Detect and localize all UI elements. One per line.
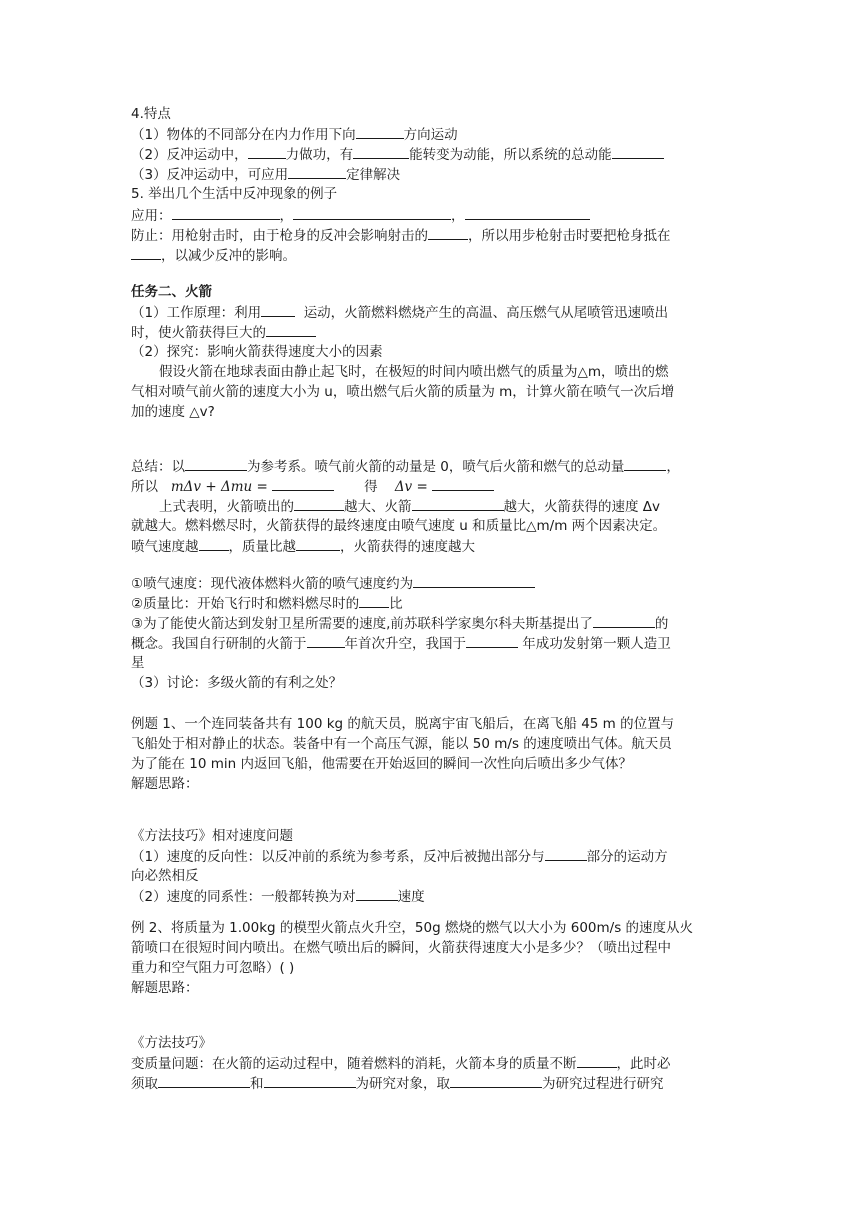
blank[interactable] [428,225,468,240]
point-multistage-1: ③为了能使火箭达到发射卫星所需要的速度,前苏联科学家奥尔科夫斯基提出了 的 [131,613,668,634]
blank[interactable] [131,245,161,260]
discussion-line: （3）讨论：多级火箭的有利之处？ [131,675,343,691]
section-4-heading: 4.特点 [131,106,171,122]
tips-1-line-1: （1）速度的反向性：以反冲前的系统为参考系，反冲后被抛出部分与 部分的运动方 [131,846,668,867]
blank[interactable] [465,205,590,220]
blank[interactable] [185,456,247,471]
blank[interactable] [158,1073,250,1088]
blank[interactable] [266,322,316,337]
blank[interactable] [294,496,344,511]
blank[interactable] [356,124,404,139]
prevention-line-1: 防止：用枪射击时，由于枪身的反冲会影响射击的 ，所以用步枪射击时要把枪身抵在 [131,225,671,246]
blank[interactable] [356,886,398,901]
summary-line-4: 就越大。燃料燃尽时，火箭获得的最终速度由喷气速度 u 和质量比△m/m 两个因素决定。 [131,518,667,534]
summary-line-3: 上式表明，火箭喷出的 越大、火箭 越大，火箭获得的速度 Δv [159,496,660,517]
section-5-heading: 5. 举出几个生活中反冲现象的例子 [131,186,338,202]
point-mass-ratio: ②质量比：开始飞行时和燃料燃尽时的 比 [131,593,403,614]
tips-2-line-1: 变质量问题：在火箭的运动过程中，随着燃料的消耗，火箭本身的质量不断 ，此时必 [131,1053,671,1074]
blank[interactable] [612,144,664,159]
blank[interactable] [172,205,280,220]
example-1-line-1: 例题 1、一个连同装备共有 100 kg 的航天员，脱离宇宙飞船后，在离飞船 45 m 的位置与 [131,716,675,732]
blank[interactable] [593,613,655,628]
summary-equation-line: 所以 mΔv + Δmu = 得 Δv = [131,476,494,497]
example-1-solution-label: 解题思路： [131,776,199,792]
point-multistage-2: 概念。我国自行研制的火箭于 年首次升空，我国于 年成功发射第一颗人造卫 [131,633,671,654]
summary-line-1: 总结：以 为参考系。喷气前火箭的动量是 0，喷气后火箭和燃气的总动量 ， [131,456,680,477]
blank[interactable] [296,536,340,551]
example-1-line-3: 为了能在 10 min 内返回飞船，他需要在开始返回的瞬间一次性向后喷出多少气体？ [131,756,633,772]
explore-text-3: 加的速度 △v? [131,404,215,420]
blank[interactable] [248,144,286,159]
blank[interactable] [545,846,587,861]
blank[interactable] [624,456,666,471]
momentum-equation: mΔv + Δmu = [170,479,268,495]
task-2-heading: 任务二、火箭 [131,284,212,300]
blank[interactable] [359,593,389,608]
blank[interactable] [466,633,518,648]
blank[interactable] [307,633,345,648]
principle-line-1: （1）工作原理：利用 运动，火箭燃料燃烧产生的高温、高压燃气从尾喷管迅速喷出 [131,302,668,323]
blank[interactable] [261,302,295,317]
example-2-line-3: 重力和空气阻力可忽略）( ) [131,960,295,976]
tips-2-line-2: 须取 和 为研究对象，取 为研究过程进行研究 [131,1073,664,1094]
blank[interactable] [450,1073,542,1088]
tips-2-title: 《方法技巧》 [131,1035,212,1051]
example-1-line-2: 飞船处于相对静止的状态。装备中有一个高压气源，能以 50 m/s 的速度喷出气体。航天员 [131,736,672,752]
blank[interactable] [264,1073,356,1088]
blank[interactable] [293,205,451,220]
blank[interactable] [577,1053,617,1068]
velocity-equation: Δv = [394,479,428,495]
tips-1-title: 《方法技巧》相对速度问题 [131,828,293,844]
application-line: 应用： ， ， [131,205,590,226]
principle-line-2: 时，使火箭获得巨大的 [131,322,316,343]
feature-line-3: （3）反冲运动中，可应用 定律解决 [131,164,400,185]
blank[interactable] [353,144,409,159]
prevention-line-2: ，以减少反冲的影响。 [131,245,296,266]
blank[interactable] [412,496,504,511]
blank[interactable] [272,476,334,491]
example-2-line-2: 箭喷口在很短时间内喷出。在燃气喷出后的瞬间，火箭获得速度大小是多少？（喷出过程中 [131,940,671,956]
explore-text-2: 气相对喷气前火箭的速度大小为 u，喷出燃气后火箭的质量为 m，计算火箭在喷气一次后增 [131,384,675,400]
explore-heading: （2）探究：影响火箭获得速度大小的因素 [131,344,383,360]
blank[interactable] [432,476,494,491]
example-2-solution-label: 解题思路： [131,980,199,996]
feature-line-2: （2）反冲运动中， 力做功，有 能转变为动能，所以系统的总动能 [131,144,664,165]
explore-text-1: 假设火箭在地球表面由静止起飞时，在极短的时间内喷出燃气的质量为△m，喷出的燃 [159,364,669,380]
feature-line-1: （1）物体的不同部分在内力作用下向 方向运动 [131,124,458,145]
example-2-line-1: 例 2、将质量为 1.00kg 的模型火箭点火升空，50g 燃烧的燃气以大小为 600m/s 的速度从火 [131,920,694,936]
point-exhaust-speed: ①喷气速度：现代液体燃料火箭的喷气速度约为 [131,573,535,594]
tips-1-line-2: 向必然相反 [131,868,199,884]
point-multistage-3: 星 [131,655,145,671]
summary-line-5: 喷气速度越 ，质量比越 ，火箭获得的速度越大 [131,536,475,557]
blank[interactable] [413,573,535,588]
blank[interactable] [288,164,346,179]
tips-1-line-3: （2）速度的同系性：一般都转换为对 速度 [131,886,425,907]
blank[interactable] [199,536,229,551]
